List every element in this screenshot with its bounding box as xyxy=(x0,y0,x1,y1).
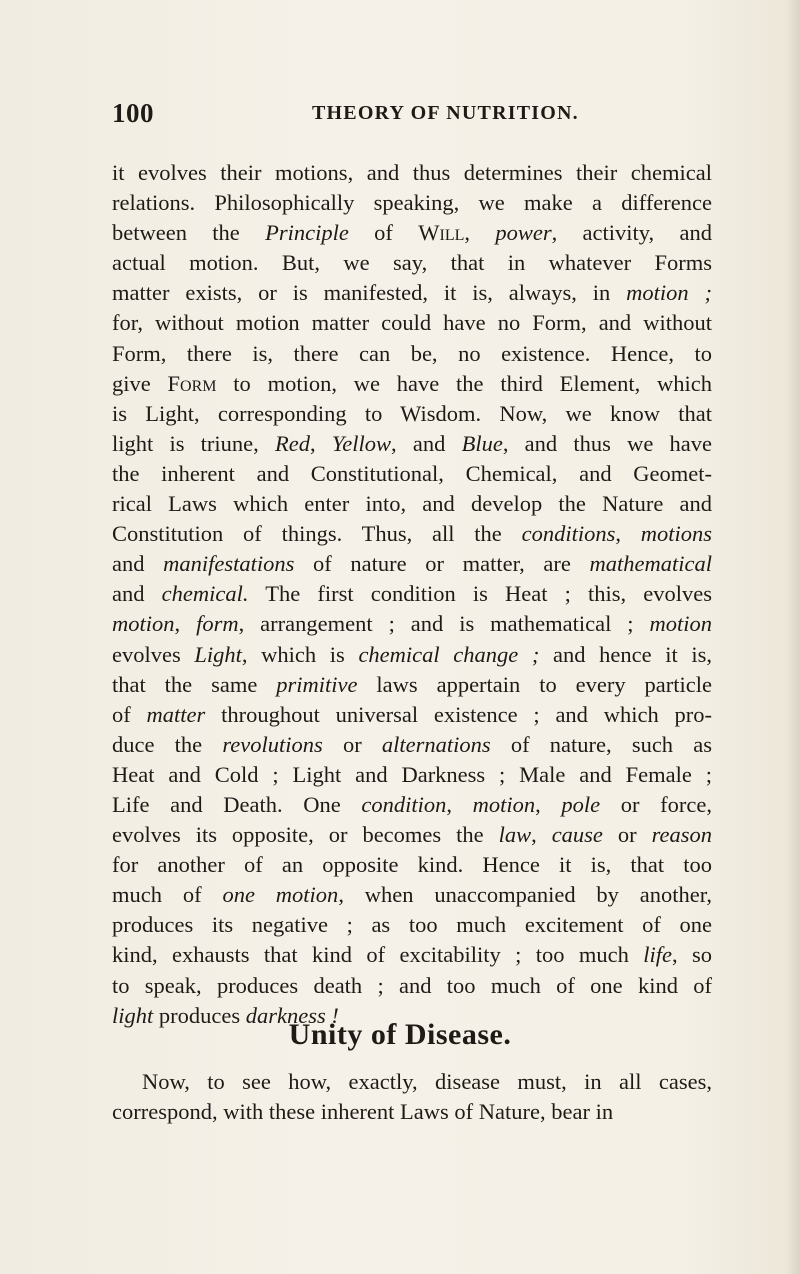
page-header xyxy=(112,98,712,138)
italic-text: chemical change ; xyxy=(358,641,540,667)
text-segment: matter exists, or is manifested, it is, always, in xyxy=(112,280,627,306)
italic-text: motion xyxy=(472,791,536,817)
italic-text: light xyxy=(112,1002,154,1028)
text-line xyxy=(112,820,712,850)
text-segment: laws appertain to every particle xyxy=(357,671,712,697)
text-line xyxy=(112,218,712,248)
text-line xyxy=(112,339,712,369)
text-segment: , activity, and xyxy=(551,220,712,246)
text-segment: of nature or matter, are xyxy=(294,551,590,577)
small-caps-text: Form xyxy=(167,370,217,396)
text-segment: produces its negative ; as too much excitement of one xyxy=(112,912,712,938)
text-line xyxy=(112,429,712,459)
text-line xyxy=(112,971,712,1001)
text-segment: or xyxy=(322,731,382,757)
text-segment: is Light, corresponding to Wisdom. Now, we know that xyxy=(112,400,712,426)
text-segment: Life and Death. One xyxy=(112,791,362,817)
text-line xyxy=(112,158,712,188)
text-segment: the inherent and Constitutional, Chemical, and Geomet- xyxy=(112,460,712,486)
section-heading: Unity of Disease. xyxy=(288,1018,512,1051)
text-segment: Form, there is, there can be, no existence. Hence, to xyxy=(112,340,712,366)
text-line xyxy=(112,850,712,880)
italic-text: matter xyxy=(146,701,206,727)
text-segment: of nature, such as xyxy=(490,731,712,757)
italic-text: one motion xyxy=(222,882,339,908)
paragraph-main xyxy=(112,158,712,1031)
small-caps-text: Will xyxy=(418,220,465,246)
text-segment: throughout universal existence ; and which pro- xyxy=(205,701,712,727)
text-line xyxy=(112,880,712,910)
text-segment: and xyxy=(112,551,164,577)
italic-text: Light xyxy=(194,641,242,667)
text-line xyxy=(112,640,712,670)
text-line xyxy=(112,1067,712,1097)
text-line xyxy=(112,519,712,549)
text-line xyxy=(112,459,712,489)
text-segment: , xyxy=(174,611,197,637)
text-segment: , xyxy=(310,430,332,456)
text-segment: and xyxy=(112,581,162,607)
italic-text: darkness ! xyxy=(245,1002,339,1028)
text-segment: , and thus we have xyxy=(502,430,713,456)
italic-text: primitive xyxy=(276,671,358,697)
text-line xyxy=(112,549,712,579)
text-line xyxy=(112,910,712,940)
text-segment: produces xyxy=(153,1002,246,1028)
text-segment: for another of an opposite kind. Hence it is, that too xyxy=(112,852,712,878)
text-line xyxy=(112,760,712,790)
text-line xyxy=(112,369,712,399)
page-number: 100 xyxy=(112,98,154,128)
italic-text: motion xyxy=(649,611,713,637)
text-segment: duce the xyxy=(112,731,223,757)
text-segment: it evolves their motions, and thus determines their chemical xyxy=(112,160,712,185)
italic-text: law xyxy=(498,822,532,848)
italic-text: chemical. xyxy=(161,581,249,607)
text-line xyxy=(112,940,712,970)
text-segment: to speak, produces death ; and too much of one kind of xyxy=(112,972,712,998)
text-line xyxy=(112,1097,712,1127)
italic-text: form xyxy=(196,611,239,637)
text-segment: relations. Philosophically speaking, we make a difference xyxy=(112,190,712,216)
italic-text: reason xyxy=(651,822,713,848)
italic-text: Principle xyxy=(265,220,349,246)
text-line xyxy=(112,489,712,519)
text-segment: , arrangement ; and is mathematical ; xyxy=(238,611,650,637)
italic-text: pole xyxy=(561,791,601,817)
text-line xyxy=(112,730,712,760)
text-line xyxy=(112,188,712,218)
text-segment: rical Laws which enter into, and develop the Nature and xyxy=(112,491,712,517)
text-line xyxy=(112,609,712,639)
text-segment: , xyxy=(464,220,496,246)
italic-text: alternations xyxy=(381,731,491,757)
text-line xyxy=(112,579,712,609)
text-line xyxy=(112,248,712,278)
page-edge-shadow xyxy=(786,0,800,1274)
text-segment: , xyxy=(535,791,562,817)
text-segment: for, without motion matter could have no Form, and without xyxy=(112,310,712,336)
text-segment: , xyxy=(446,791,473,817)
text-line xyxy=(112,399,712,429)
text-segment: , which is xyxy=(241,641,359,667)
italic-text: motion xyxy=(112,611,175,637)
italic-text: motion ; xyxy=(626,280,712,306)
text-segment: Heat and Cold ; Light and Darkness ; Male and Female ; xyxy=(112,761,712,787)
italic-text: manifestations xyxy=(163,551,295,577)
running-head: THEORY OF NUTRITION. xyxy=(312,102,579,124)
text-segment: much of xyxy=(112,882,223,908)
italic-text: power xyxy=(495,220,552,246)
text-line xyxy=(112,700,712,730)
text-segment: , xyxy=(531,822,552,848)
text-line xyxy=(112,670,712,700)
text-line xyxy=(112,308,712,338)
italic-text: Yellow xyxy=(331,430,392,456)
italic-text: Red xyxy=(275,430,310,456)
text-segment: that the same xyxy=(112,671,277,697)
text-segment: or xyxy=(602,822,652,848)
paragraph-unity-of-disease xyxy=(112,1067,712,1127)
italic-text: motions xyxy=(640,521,713,547)
text-segment: light is triune, xyxy=(112,430,276,456)
text-segment: , when unaccompanied by another, xyxy=(338,882,712,908)
text-segment: Now, to see how, exactly, disease must, in all cases, xyxy=(142,1069,712,1094)
text-segment: of xyxy=(112,701,147,727)
text-segment: between the xyxy=(112,220,266,246)
italic-text: Blue xyxy=(461,430,503,456)
italic-text: revolutions xyxy=(222,731,323,757)
text-segment: , so xyxy=(671,942,712,968)
text-segment: give xyxy=(112,370,168,396)
text-line xyxy=(112,790,712,820)
text-segment: , and xyxy=(391,430,462,456)
italic-text: condition xyxy=(361,791,447,817)
italic-text: cause xyxy=(551,822,603,848)
text-segment: kind, exhausts that kind of excitability ; too much xyxy=(112,942,644,968)
text-line xyxy=(112,278,712,308)
text-segment: of xyxy=(348,220,419,246)
italic-text: life xyxy=(643,942,672,968)
text-segment: evolves its opposite, or becomes the xyxy=(112,822,499,848)
text-segment: and hence it is, xyxy=(539,641,713,667)
text-segment: or force, xyxy=(600,791,713,817)
text-segment: correspond, with these inherent Laws of Nature, bear in xyxy=(112,1099,614,1125)
italic-text: mathematical xyxy=(589,551,712,577)
text-segment: The first condition is Heat ; this, evolves xyxy=(248,581,712,607)
text-segment: evolves xyxy=(112,641,195,667)
text-segment: to motion, we have the third Element, which xyxy=(216,370,712,396)
text-segment: Constitution of things. Thus, all the xyxy=(112,521,522,547)
text-segment: , xyxy=(615,521,641,547)
text-segment: actual motion. But, we say, that in whatever Forms xyxy=(112,250,712,276)
italic-text: conditions xyxy=(521,521,616,547)
